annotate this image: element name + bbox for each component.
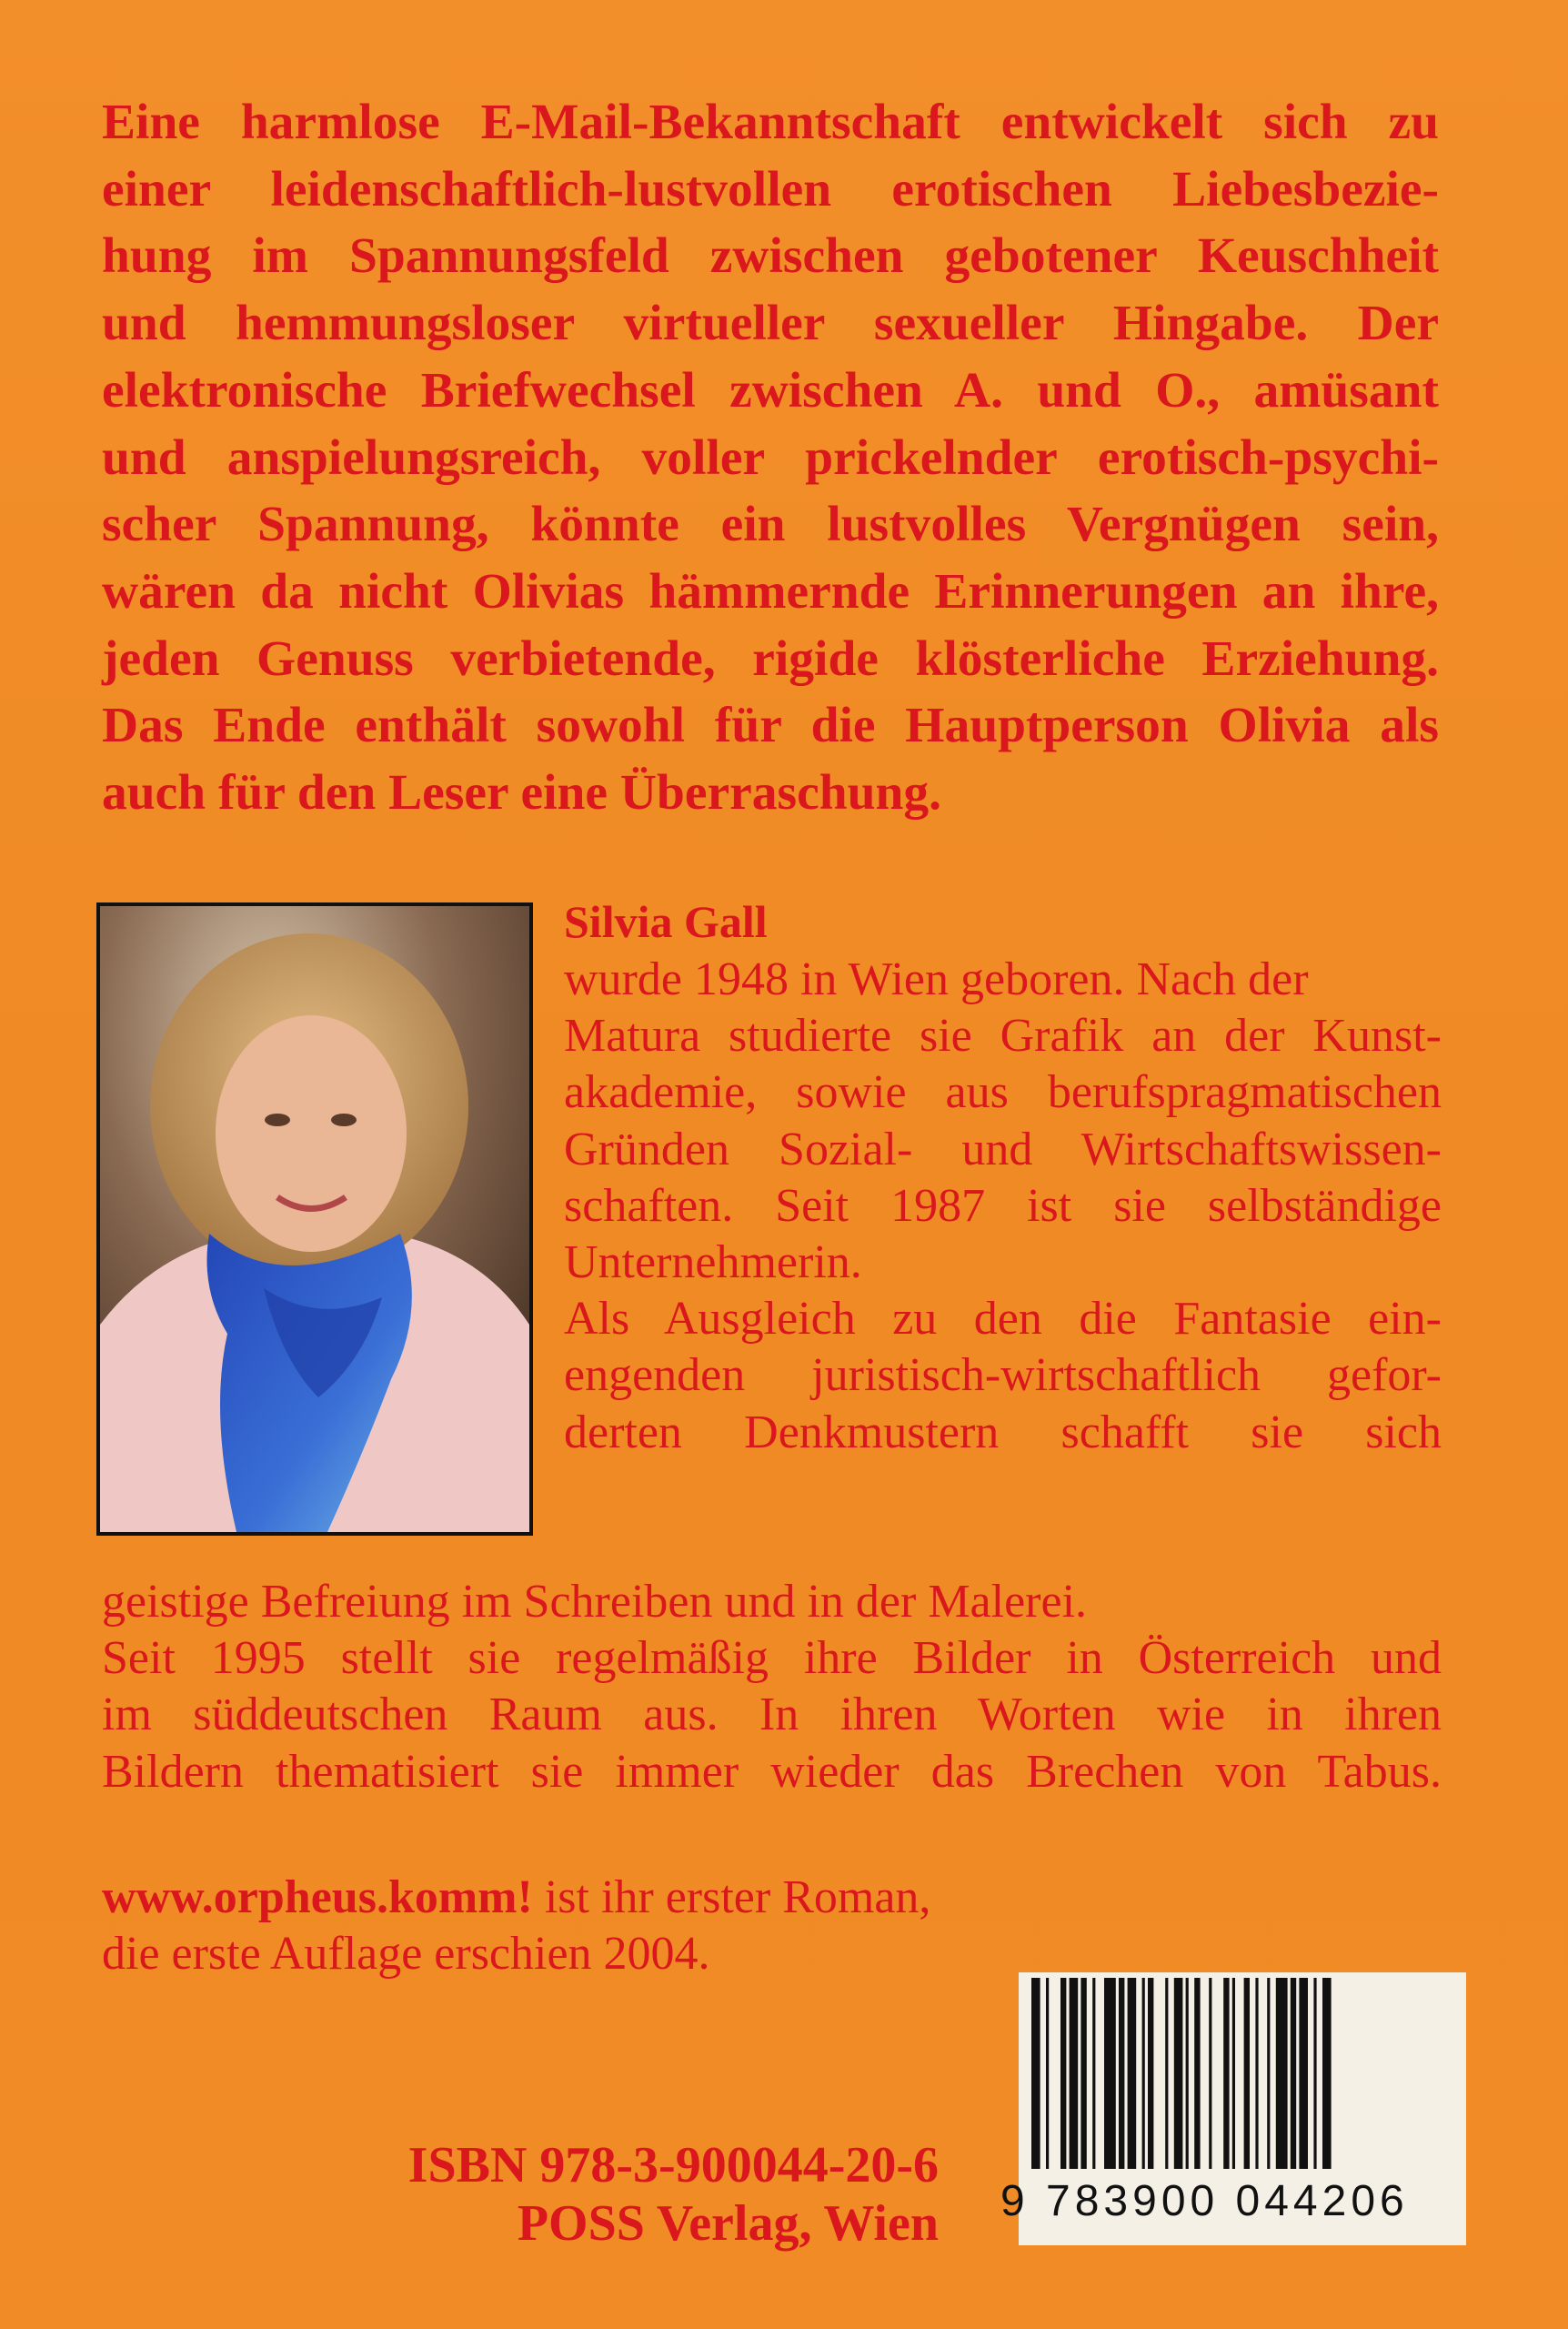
bio-line: Gründen Sozial- und Wirtschaftswissen- — [564, 1123, 1442, 1175]
isbn-number: ISBN 978-3-900044-20-6 — [407, 2137, 939, 2193]
novel-info — [102, 1870, 1011, 1982]
novel-line-rest: ist ihr erster Roman, — [532, 1871, 931, 1923]
blurb-line: Eine harmlose E-Mail-Bekanntschaft entwickelt sich zu — [102, 95, 1439, 150]
publisher-name: POSS Verlag, Wien — [517, 2195, 939, 2252]
author-name: Silvia Gall — [564, 896, 768, 947]
author-bio-beside-photo — [564, 952, 1442, 1461]
bio-line: geistige Befreiung im Schreiben und in der Malerei. — [102, 1576, 1088, 1628]
bio-line: im süddeutschen Raum aus. In ihren Worten wie in ihren — [102, 1689, 1442, 1741]
bio-line: wurde 1948 in Wien geboren. Nach der — [564, 953, 1309, 1005]
novel-title: www.orpheus.komm! — [102, 1871, 533, 1923]
blurb-line: wären da nicht Olivias hämmernde Erinnerungen an ihre, — [102, 563, 1439, 620]
blurb-line: Das Ende enthält sowohl für die Hauptperson Olivia als — [102, 698, 1439, 754]
bio-line: Unternehmerin. — [564, 1236, 862, 1289]
bio-line: derten Denkmustern schafft sie sich — [564, 1406, 1442, 1458]
author-photo — [96, 902, 533, 1536]
author-portrait-image — [100, 906, 529, 1532]
blurb-line: einer leidenschaftlich-lustvollen erotischen Liebesbezie- — [102, 161, 1439, 217]
bio-line: Seit 1995 stellt sie regelmäßig ihre Bilder in Österreich und — [102, 1632, 1442, 1685]
first-edition-note: die erste Auflage erschien 2004. — [102, 1928, 710, 1980]
barcode-digits: 9 783900 044206 — [1000, 2177, 1409, 2225]
blurb-text — [102, 89, 1439, 827]
blurb-line: jeden Genuss verbietende, rigide klösterliche Erziehung. — [102, 630, 1439, 687]
barcode-bars-icon — [1031, 1978, 1453, 2169]
bio-line: akademie, sowie aus berufspragmatischen — [564, 1066, 1442, 1119]
bio-line: Matura studierte sie Grafik an der Kunst- — [564, 1010, 1442, 1063]
author-bio-full-width — [102, 1574, 1442, 1800]
blurb-line: hung im Spannungsfeld zwischen gebotener Keuschheit — [102, 228, 1439, 285]
blurb-line: scher Spannung, könnte ein lustvolles Vergnügen sein, — [102, 497, 1439, 553]
bio-line: Als Ausgleich zu den die Fantasie ein- — [564, 1293, 1442, 1346]
blurb-line: und hemmungsloser virtueller sexueller Hingabe. Der — [102, 296, 1439, 352]
bio-line: engenden juristisch-wirtschaftlich gefor- — [564, 1349, 1442, 1402]
blurb-line: elektronische Briefwechsel zwischen A. und O., amüsant — [102, 362, 1439, 418]
bio-line: schaften. Seit 1987 ist sie selbständige — [564, 1179, 1442, 1232]
bio-line: Bildern thematisiert sie immer wieder das Brechen von Tabus. — [102, 1745, 1442, 1798]
blurb-line: auch für den Leser eine Überraschung. — [102, 765, 941, 822]
blurb-line: und anspielungsreich, voller prickelnder erotisch-psychi- — [102, 429, 1439, 486]
publication-info — [357, 2136, 939, 2253]
